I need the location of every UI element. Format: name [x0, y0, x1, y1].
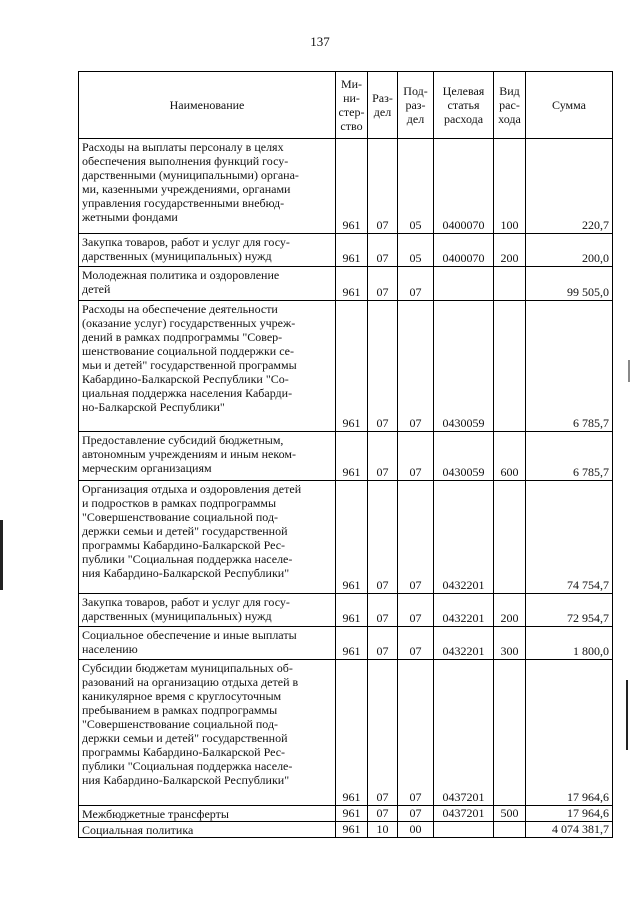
cell-target: [434, 822, 494, 838]
cell-subsection: 05: [398, 234, 434, 267]
table-header-row: [79, 72, 613, 139]
cell-type: 600: [494, 432, 526, 481]
cell-name: Расходы на выплаты персоналу в целях обеспечения выполнения функций госу- дарственными (муниципальными) органа- ми, казенными учреждениями, органами управления государственными внебюд- жетными фондами: [79, 139, 336, 234]
cell-type: [494, 481, 526, 594]
cell-name: Субсидии бюджетам муниципальных об- разований на организацию отдыха детей в каникулярное время с круглосуточным пребыванием в рамках подпрограммы "Совершенствование социальной под- держки семьи и детей" государственной программы Кабардино-Балкарской Рес- публики "Социальная поддержка населе- ния Кабардино-Балкарской Республики": [79, 660, 336, 806]
table-body: [79, 139, 613, 838]
cell-sum: 99 505,0: [526, 267, 613, 301]
cell-type: 200: [494, 234, 526, 267]
cell-name: Закупка товаров, работ и услуг для госу- дарственных (муниципальных) нужд: [79, 234, 336, 267]
cell-section: 07: [368, 267, 398, 301]
cell-section: 07: [368, 594, 398, 627]
cell-ministry: 961: [336, 627, 368, 660]
cell-ministry: 961: [336, 481, 368, 594]
cell-section: 07: [368, 432, 398, 481]
cell-subsection: 07: [398, 432, 434, 481]
table-row: [79, 594, 613, 627]
cell-sum: 17 964,6: [526, 806, 613, 822]
column-header-type: Вид рас- хода: [494, 72, 526, 139]
cell-section: 07: [368, 234, 398, 267]
cell-section: 07: [368, 660, 398, 806]
cell-sum: 4 074 381,7: [526, 822, 613, 838]
cell-subsection: 07: [398, 301, 434, 432]
cell-ministry: 961: [336, 301, 368, 432]
cell-ministry: 961: [336, 139, 368, 234]
cell-section: 07: [368, 139, 398, 234]
cell-name: Расходы на обеспечение деятельности (оказание услуг) государственных учреж- дений в рамках подпрограммы "Совер- шенствование социальной поддержки се- мьи и детей" государственной программы Кабардино-Балкарской Республики "Со- циальная поддержка населения Кабарди- но-Балкарской Республики": [79, 301, 336, 432]
table-row: [79, 234, 613, 267]
cell-ministry: 961: [336, 822, 368, 838]
cell-type: 300: [494, 627, 526, 660]
column-header-section: Раз- дел: [368, 72, 398, 139]
cell-ministry: 961: [336, 267, 368, 301]
cell-sum: 6 785,7: [526, 432, 613, 481]
cell-name: Закупка товаров, работ и услуг для госу- дарственных (муниципальных) нужд: [79, 594, 336, 627]
cell-target: 0432201: [434, 594, 494, 627]
scan-artifact: [626, 680, 628, 750]
cell-target: 0437201: [434, 660, 494, 806]
table-row: [79, 806, 613, 822]
cell-ministry: 961: [336, 806, 368, 822]
cell-subsection: 07: [398, 267, 434, 301]
cell-target: 0437201: [434, 806, 494, 822]
cell-name: Молодежная политика и оздоровление детей: [79, 267, 336, 301]
cell-ministry: 961: [336, 660, 368, 806]
cell-sum: 72 954,7: [526, 594, 613, 627]
cell-ministry: 961: [336, 234, 368, 267]
cell-name: Социальное обеспечение и иные выплаты населению: [79, 627, 336, 660]
cell-sum: 6 785,7: [526, 301, 613, 432]
table-row: [79, 139, 613, 234]
cell-subsection: 07: [398, 627, 434, 660]
cell-section: 07: [368, 627, 398, 660]
cell-target: 0430059: [434, 432, 494, 481]
cell-target: 0432201: [434, 481, 494, 594]
cell-type: 200: [494, 594, 526, 627]
column-header-subsection: Под- раз- дел: [398, 72, 434, 139]
cell-type: 500: [494, 806, 526, 822]
cell-section: 07: [368, 301, 398, 432]
cell-type: 100: [494, 139, 526, 234]
column-header-target: Целевая статья расхода: [434, 72, 494, 139]
scan-artifact: [628, 360, 630, 382]
table-row: [79, 301, 613, 432]
cell-name: Организация отдыха и оздоровления детей и подростков в рамках подпрограммы "Совершенствование социальной под- держки семьи и детей" государственной программы Кабардино-Балкарской Рес- публики "Социальная поддержка населе- ния Кабардино-Балкарской Республики": [79, 481, 336, 594]
cell-sum: 1 800,0: [526, 627, 613, 660]
cell-section: 07: [368, 806, 398, 822]
cell-subsection: 07: [398, 660, 434, 806]
cell-sum: 200,0: [526, 234, 613, 267]
cell-subsection: 00: [398, 822, 434, 838]
column-header-ministry: Ми- ни- стер- ство: [336, 72, 368, 139]
cell-type: [494, 267, 526, 301]
cell-target: 0432201: [434, 627, 494, 660]
cell-sum: 220,7: [526, 139, 613, 234]
table-row: [79, 627, 613, 660]
cell-name: Межбюджетные трансферты: [79, 806, 336, 822]
cell-ministry: 961: [336, 594, 368, 627]
scan-artifact: [0, 520, 3, 590]
cell-target: [434, 267, 494, 301]
table-row: [79, 432, 613, 481]
cell-subsection: 07: [398, 481, 434, 594]
cell-type: [494, 660, 526, 806]
cell-sum: 17 964,6: [526, 660, 613, 806]
cell-subsection: 05: [398, 139, 434, 234]
cell-type: [494, 301, 526, 432]
cell-type: [494, 822, 526, 838]
cell-name: Социальная политика: [79, 822, 336, 838]
cell-ministry: 961: [336, 432, 368, 481]
budget-table: [78, 71, 613, 838]
cell-subsection: 07: [398, 806, 434, 822]
cell-target: 0400070: [434, 234, 494, 267]
cell-section: 10: [368, 822, 398, 838]
table-row: [79, 660, 613, 806]
cell-section: 07: [368, 481, 398, 594]
cell-target: 0400070: [434, 139, 494, 234]
cell-subsection: 07: [398, 594, 434, 627]
column-header-name: Наименование: [79, 72, 336, 139]
table-row: [79, 822, 613, 838]
cell-name: Предоставление субсидий бюджетным, автономным учреждениям и иным неком- мерческим организациям: [79, 432, 336, 481]
column-header-sum: Сумма: [526, 72, 613, 139]
page-number: 137: [310, 34, 330, 49]
cell-sum: 74 754,7: [526, 481, 613, 594]
cell-target: 0430059: [434, 301, 494, 432]
table-row: [79, 481, 613, 594]
table-row: [79, 267, 613, 301]
